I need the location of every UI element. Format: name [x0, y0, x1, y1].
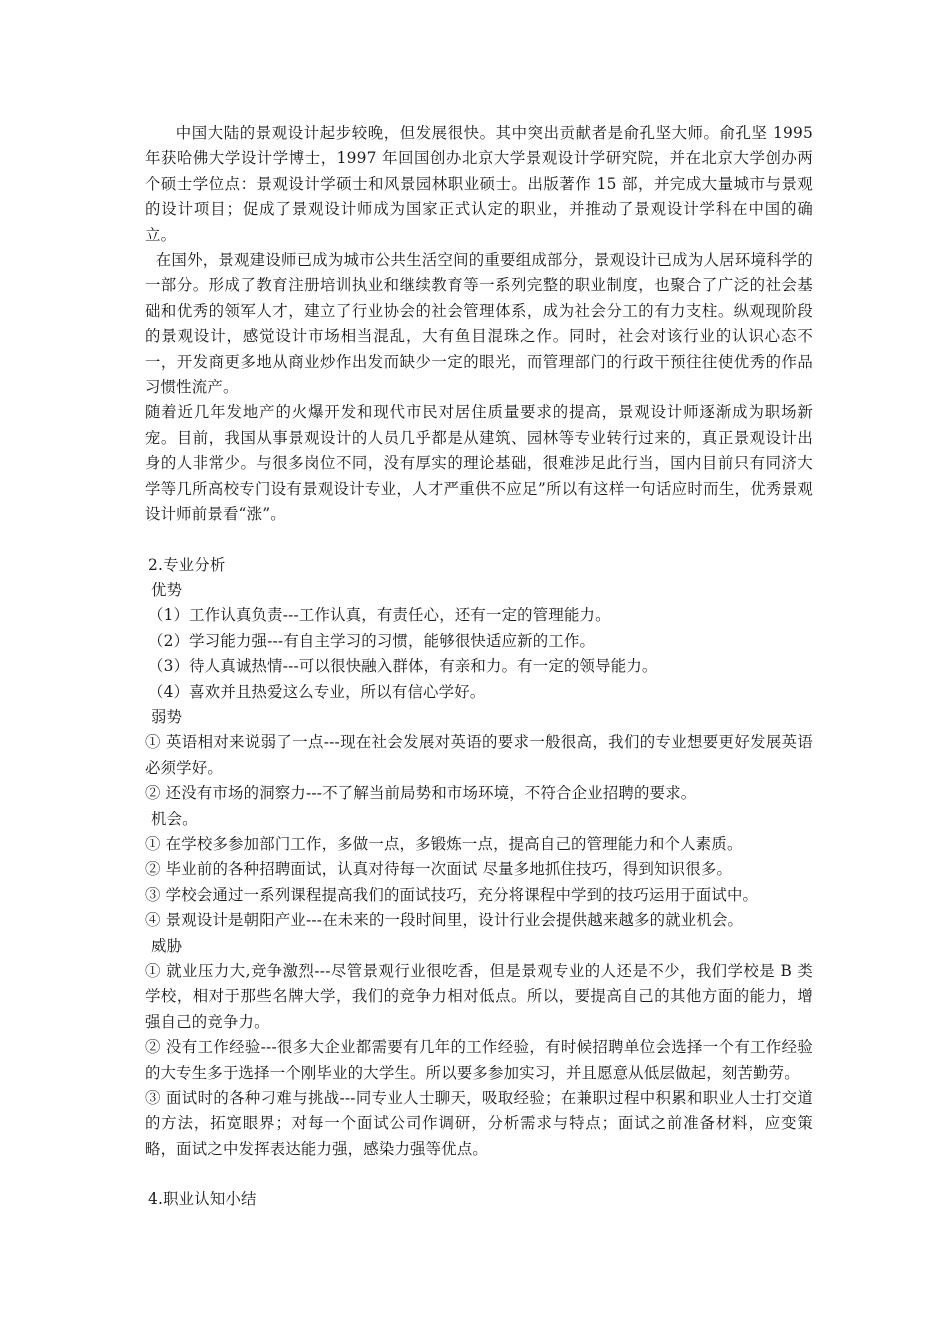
strength-item: （2）学习能力强---有自主学习的习惯，能够很快适应新的工作。 [148, 631, 596, 650]
threat-item: ③ 面试时的各种刁难与挑战---同专业人士聊天，吸取经验；在兼职过程中积累和职业人士打交道的方法，拓宽眼界；对每一个面试公司作调研，分析需求与特点；面试之前准备材料，应变策略，面试之中发挥表达能力强，感染力强等优点。 [145, 1089, 813, 1158]
intro-paragraph-trend: 随着近几年发地产的火爆开发和现代市民对居住质量要求的提高，景观设计师逐渐成为职场新宠。目前，我国从事景观设计的人员几乎都是从建筑、园林等专业转行过来的，真正景观设计出身的人非常少。与很多岗位不同，没有厚实的理论基础，很难涉足此行当，国内目前只有同济大学等几所高校专门设有景观设计专业，人才严重供不应足”所以有这样一句话应时而生，优秀景观设计师前景看“涨”。 [145, 403, 813, 524]
intro-paragraph-china: 中国大陆的景观设计起步较晚，但发展很快。其中突出贡献者是俞孔坚大师。俞孔坚 1995 年获哈佛大学设计学博士，1997 年回国创办北京大学景观设计学研究院，并在北京大学创办两个硕士学位点：景观设计学硕士和风景园林职业硕士。出版著作 15 部，并完成大量城市与景观的设计项目；促成了景观设计师成为国家正式认定的职业，并推动了景观设计学科在中国的确立。 [145, 124, 813, 244]
opportunity-item: ④ 景观设计是朝阳产业---在未来的一段时间里，设计行业会提供越来越多的就业机会。 [145, 911, 744, 930]
strengths-label: 优势 [151, 580, 183, 599]
spacer [145, 1162, 813, 1187]
weakness-item: ① 英语相对来说弱了一点---现在社会发展对英语的要求一般很高，我们的专业想要更好发展英语必须学好。 [145, 733, 813, 777]
intro-paragraph-abroad: 在国外，景观建设师已成为城市公共生活空间的重要组成部分，景观设计已成为人居环境科学的一部分。形成了教育注册培训执业和继续教育等一系列完整的职业制度，也聚合了广泛的社会基础和优秀的领军人才，建立了行业协会的社会管理体系，成为社会分工的有力支柱。纵观现阶段的景观设计，感觉设计市场相当混乱，大有鱼目混珠之作。同时，社会对该行业的认识心态不一，开发商更多地从商业炒作出发而缺少一定的眼光，而管理部门的行政干预往往使优秀的作品习惯性流产。 [145, 251, 813, 397]
threat-item: ① 就业压力大,竞争激烈---尽管景观行业很吃香，但是景观专业的人还是不少，我们学校是 B 类学校，相对于那些名牌大学，我们的竞争力相对低点。所以，要提高自己的其他方面的能力，增强自己的竞争力。 [145, 962, 813, 1031]
section-heading-analysis: 2.专业分析 [148, 555, 226, 574]
strength-item: （3）待人真诚热情---可以很快融入群体，有亲和力。有一定的领导能力。 [148, 657, 658, 676]
section-heading-summary: 4.职业认知小结 [148, 1190, 257, 1209]
document-body [145, 121, 813, 1213]
weaknesses-label: 弱势 [151, 707, 183, 726]
opportunity-item: ① 在学校多参加部门工作，多做一点，多锻炼一点，提高自己的管理能力和个人素质。 [145, 834, 743, 853]
opportunity-item: ③ 学校会通过一系列课程提高我们的面试技巧，充分将课程中学到的技巧运用于面试中。 [145, 885, 759, 904]
weakness-item: ② 还没有市场的洞察力---不了解当前局势和市场环境，不符合企业招聘的要求。 [145, 784, 697, 803]
strength-item: （1）工作认真负责---工作认真，有责任心，还有一定的管理能力。 [148, 606, 611, 625]
opportunity-item: ② 毕业前的各种招聘面试，认真对待每一次面试 尽量多地抓住技巧，得到知识很多。 [145, 860, 733, 879]
threats-label: 威胁 [151, 936, 183, 955]
spacer [145, 528, 813, 553]
strength-item: （4）喜欢并且热爱这么专业，所以有信心学好。 [148, 682, 486, 701]
opportunities-label: 机会。 [151, 809, 198, 828]
threat-item: ② 没有工作经验---很多大企业都需要有几年的工作经验，有时候招聘单位会选择一个有工作经验的大专生多于选择一个刚毕业的大学生。所以要多参加实习，并且愿意从低层做起，刻苦勤劳。 [145, 1038, 813, 1082]
